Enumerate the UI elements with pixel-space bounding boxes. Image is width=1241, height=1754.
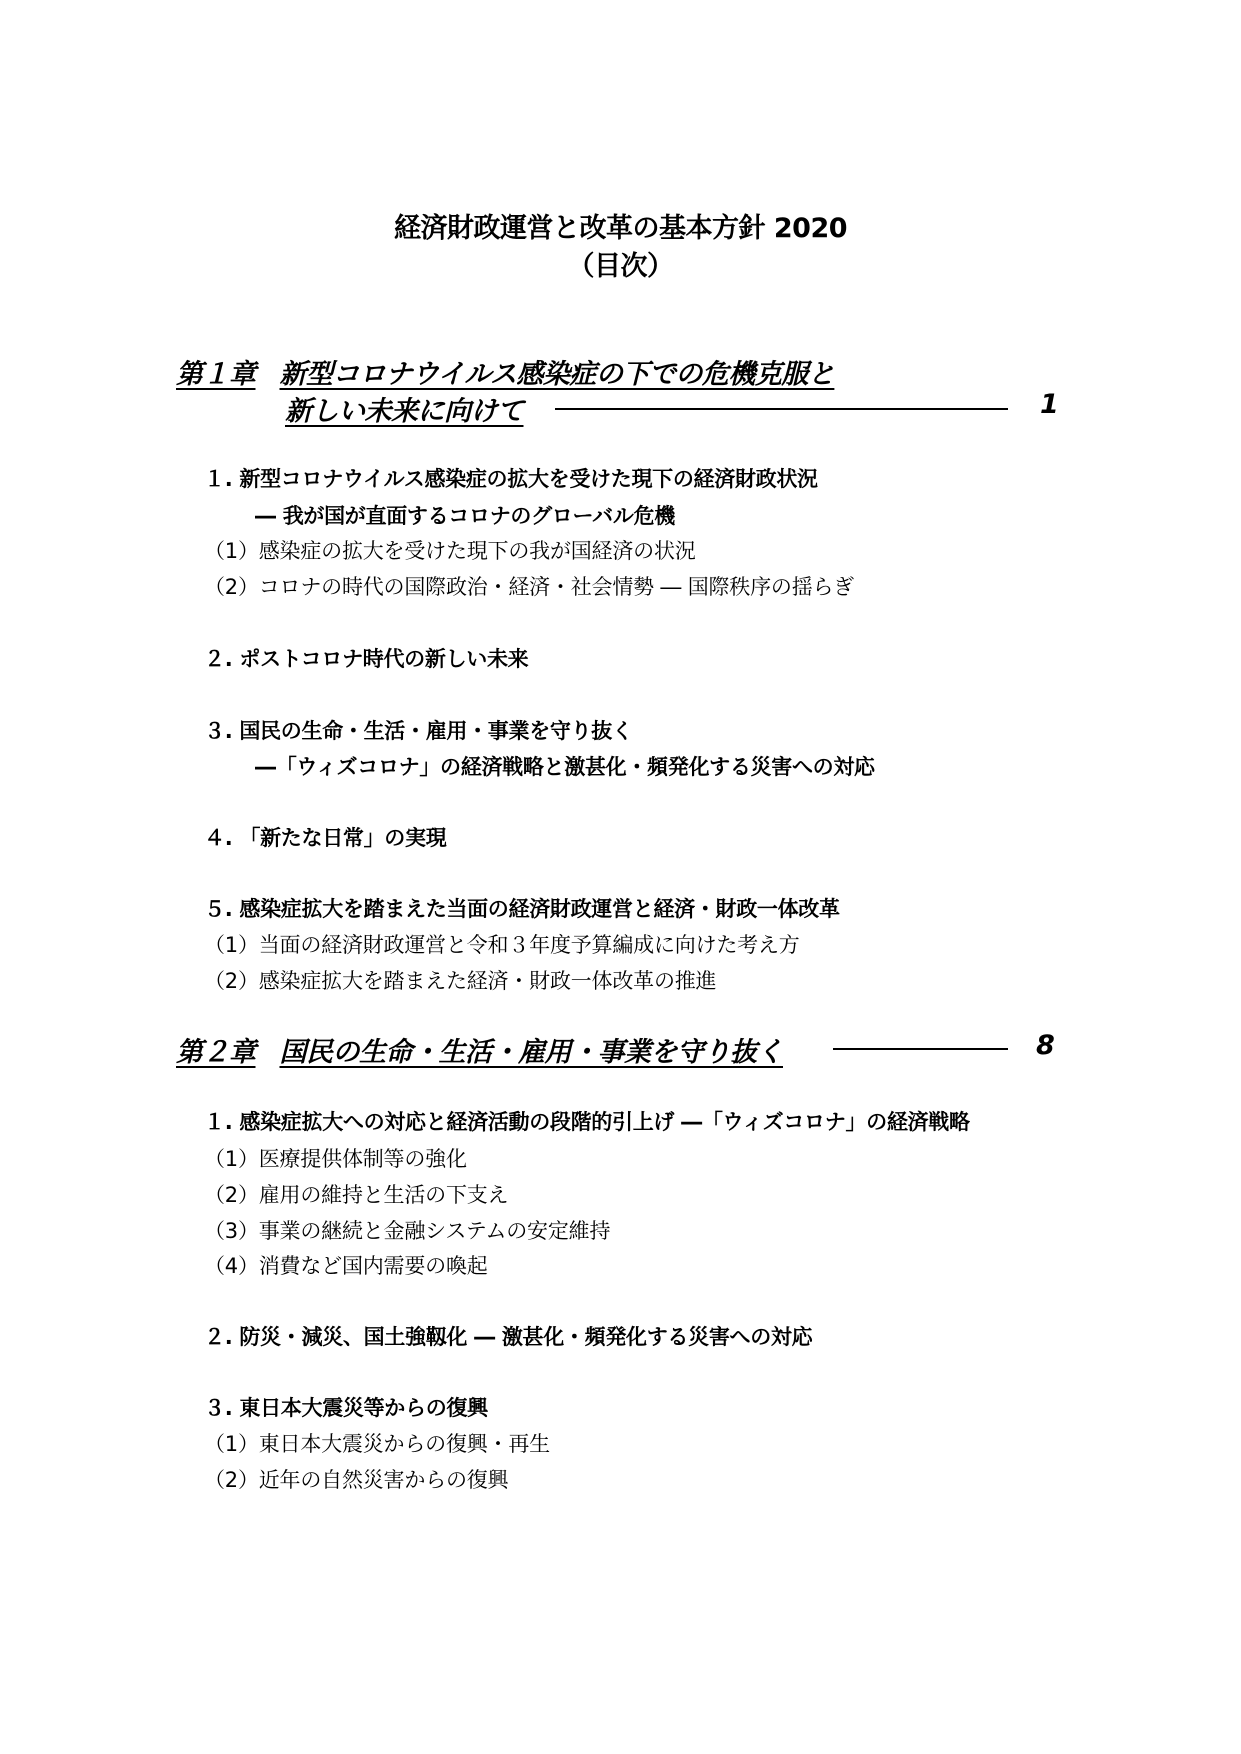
ch1-section-5[interactable] [204, 893, 840, 923]
section-number: ２. [204, 1325, 233, 1349]
section-number: ４. [204, 826, 233, 850]
ch2-section-1-item-2[interactable]: （2）雇用の維持と生活の下支え [204, 1183, 509, 1207]
section-number: ２. [204, 647, 233, 671]
document-title: 経済財政運営と改革の基本方針 2020 [393, 213, 848, 244]
chapter-1-heading[interactable] [176, 352, 834, 391]
section-number: １. [204, 1110, 233, 1134]
ch1-section-1[interactable] [204, 463, 818, 493]
chapter-1-label: 第１章 [176, 359, 256, 390]
chapter-1-title-line1: 新型コロナウイルス感染症の下での危機克服と [279, 359, 835, 390]
chapter-1-page-number: 1 [1040, 389, 1059, 420]
chapter-2-page-number: 8 [1036, 1030, 1055, 1061]
section-title: 防災・減災、国土強靱化 ― 激甚化・頻発化する災害への対応 [239, 1325, 813, 1349]
chapter-1-heading-line2[interactable] [285, 389, 524, 428]
ch1-section-4[interactable] [204, 822, 446, 852]
ch1-section-1-item-2[interactable]: （2）コロナの時代の国際政治・経済・社会情勢 ― 国際秩序の揺らぎ [204, 575, 855, 599]
section-number: ３. [204, 1396, 233, 1420]
ch1-section-1-item-1[interactable]: （1）感染症の拡大を受けた現下の我が国経済の状況 [204, 539, 696, 563]
ch1-section-1-subtitle: ― 我が国が直面するコロナのグローバル危機 [255, 504, 675, 528]
chapter-2-title: 国民の生命・生活・雇用・事業を守り抜く [279, 1037, 783, 1068]
section-title: 新型コロナウイルス感染症の拡大を受けた現下の経済財政状況 [239, 467, 818, 491]
ch1-section-5-item-1[interactable]: （1）当面の経済財政運営と令和３年度予算編成に向けた考え方 [204, 933, 800, 957]
ch1-section-5-item-2[interactable]: （2）感染症拡大を踏まえた経済・財政一体改革の推進 [204, 969, 717, 993]
section-title: 東日本大震災等からの復興 [239, 1396, 488, 1420]
ch1-section-2[interactable] [204, 643, 528, 673]
ch1-section-3-subtitle: ―「ウィズコロナ」の経済戦略と激甚化・頻発化する災害への対応 [255, 755, 875, 779]
section-title: 感染症拡大を踏まえた当面の経済財政運営と経済・財政一体改革 [239, 897, 840, 921]
section-title: 国民の生命・生活・雇用・事業を守り抜く [239, 719, 633, 743]
section-number: ５. [204, 897, 233, 921]
ch2-section-1-item-4[interactable]: （4）消費など国内需要の喚起 [204, 1254, 488, 1278]
ch1-section-3[interactable] [204, 715, 633, 745]
chapter-1-leader-line [555, 408, 1008, 410]
ch2-section-1[interactable] [204, 1106, 970, 1136]
section-number: ３. [204, 719, 233, 743]
ch2-section-2[interactable] [204, 1321, 812, 1351]
ch2-section-3-item-1[interactable]: （1）東日本大震災からの復興・再生 [204, 1432, 550, 1456]
chapter-2-leader-line [833, 1048, 1008, 1050]
chapter-1-title-line2: 新しい未来に向けて [285, 396, 524, 427]
ch2-section-3-item-2[interactable]: （2）近年の自然災害からの復興 [204, 1468, 509, 1492]
chapter-2-label: 第２章 [176, 1037, 256, 1068]
section-title: 「新たな日常」の実現 [239, 826, 447, 850]
ch2-section-1-item-1[interactable]: （1）医療提供体制等の強化 [204, 1147, 467, 1171]
section-title: 感染症拡大への対応と経済活動の段階的引上げ ―「ウィズコロナ」の経済戦略 [239, 1110, 970, 1134]
section-title: ポストコロナ時代の新しい未来 [239, 647, 529, 671]
section-number: １. [204, 467, 233, 491]
ch2-section-3[interactable] [204, 1392, 488, 1422]
chapter-2-heading[interactable] [176, 1030, 783, 1069]
document-subtitle: （目次） [567, 251, 674, 282]
ch2-section-1-item-3[interactable]: （3）事業の継続と金融システムの安定維持 [204, 1219, 611, 1243]
